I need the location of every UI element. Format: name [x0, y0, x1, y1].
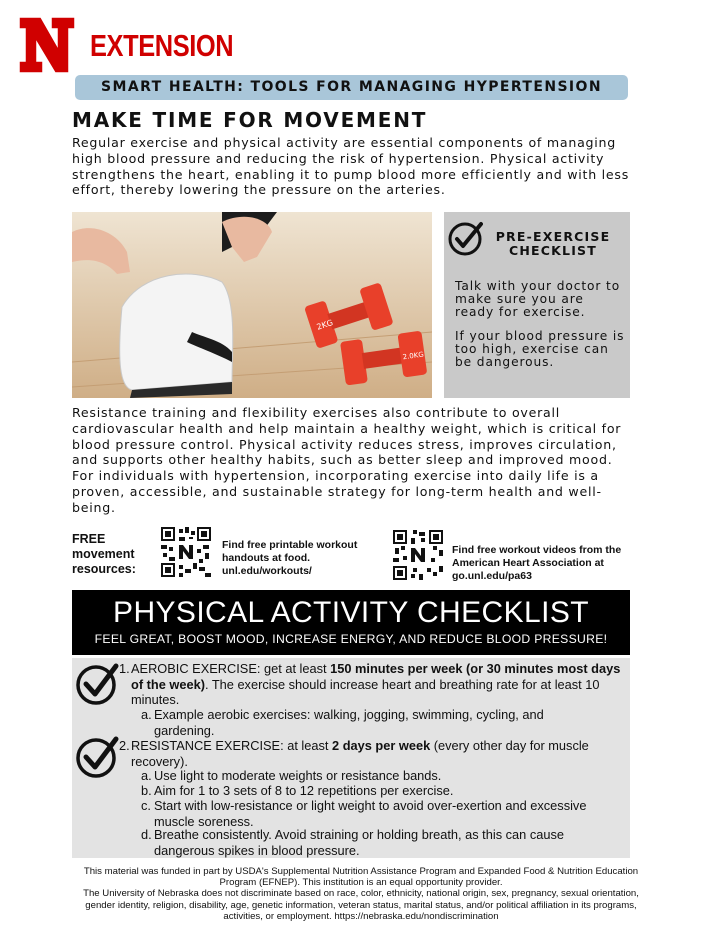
pre-exercise-title-line2: CHECKLIST [509, 243, 597, 258]
aerobic-bold: 150 minutes per week (or 30 minutes most days of the week) [131, 661, 621, 692]
activity-checklist-header [72, 590, 630, 655]
sub-letter: a. [141, 768, 152, 783]
exercise-photo [72, 212, 432, 398]
intro-paragraph: Regular exercise and physical activity are essential components of managing high blood pressure and reducing the risk of hypertension. Physical activity strengthens the heart, enabling it to pump blood more efficiently and with less effort, thereby lowering the pressure on the arteries. [72, 135, 630, 198]
pre-exercise-title [488, 230, 618, 258]
resource-workout-videos: Find free workout videos from the American Heart Association at go.unl.edu/pa63 [452, 544, 622, 582]
footer-funding: This material was funded in part by USDA's Supplemental Nutrition Assistance Program and Expanded Food & Nutrition Education Program (EFNEP). This institution is an equal opportunity provider. [83, 866, 639, 889]
footer-nondiscrimination: The University of Nebraska does not discriminate based on race, color, ethnicity, national origin, sex, pregnancy, sexual orientation, gender identity, religion, disability, age, genetic information, veteran status, marital status, and/or political affiliation in its programs, activities, or employment. https://nebraska.edu/nondiscrimination [83, 888, 639, 922]
aerobic-examples [154, 707, 594, 738]
sub-letter: c. [141, 798, 151, 813]
activity-checklist-title: PHYSICAL ACTIVITY CHECKLIST [113, 596, 589, 629]
aerobic-tail: . The exercise should increase heart and breathing rate for at least 10 minutes. [131, 676, 600, 707]
resistance-sub-c: Start with low-resistance or light weight to avoid over-exertion and excessive muscle soreness. [154, 798, 587, 829]
pre-exercise-text-1: Talk with your doctor to make sure you are ready for exercise. [455, 279, 621, 319]
sub-letter: b. [141, 783, 152, 798]
sub-letter: d. [141, 827, 152, 842]
photo-illustration [72, 212, 432, 398]
resource-workout-handouts: Find free printable workout handouts at food. unl.edu/workouts/ [222, 539, 358, 577]
item-number-1: 1. [119, 661, 130, 676]
qr-code-workouts[interactable] [161, 527, 211, 577]
series-banner: SMART HEALTH: TOOLS FOR MANAGING HYPERTENSION [75, 75, 628, 100]
nebraska-n-logo [17, 15, 77, 75]
item-number-2: 2. [119, 738, 130, 753]
footer [70, 866, 652, 922]
checkmark-icon [74, 733, 120, 779]
resistance-sub-b: Aim for 1 to 3 sets of 8 to 12 repetitions per exercise. [154, 783, 454, 798]
brand-wordmark: EXTENSION [90, 28, 234, 63]
resistance-sub-d: Breathe consistently. Avoid straining or holding breath, as this can cause dangerous spikes in blood pressure. [154, 827, 564, 858]
checklist-item-resistance [131, 738, 621, 769]
resistance-sub-a: Use light to moderate weights or resistance bands. [154, 768, 442, 783]
activity-checklist-subtitle: FEEL GREAT, BOOST MOOD, INCREASE ENERGY, AND REDUCE BLOOD PRESSURE! [94, 632, 608, 646]
dumbbell-label-2: 2.0KG [402, 350, 425, 362]
aerobic-lead: AEROBIC EXERCISE: get at least [131, 661, 331, 676]
free-resources-label [72, 532, 136, 577]
free-label-line2: movement [72, 547, 135, 561]
qr-code-videos[interactable] [393, 530, 443, 580]
pre-exercise-title-line1: PRE-EXERCISE [495, 229, 611, 244]
free-label-line3: resources: [72, 562, 136, 576]
resistance-lead: RESISTANCE EXERCISE: at least [131, 738, 333, 753]
resistance-bold: 2 days per week [332, 738, 431, 753]
aerobic-examples-text: Example aerobic exercises: walking, jogging, swimming, cycling, and gardening. [154, 707, 544, 738]
body-paragraph: Resistance training and flexibility exercises also contribute to overall cardiovascular health and help maintain a healthy weight, which is critical for blood pressure control. Physical activity reduces stress, improves circulation, and supports other healthy habits, such as better sleep and improved mood. For individuals with hypertension, incorporating exercise into daily life is a proven, accessible, and sustainable strategy for long-term health and well-being. [72, 405, 622, 515]
checklist-item-aerobic [131, 661, 621, 708]
checkmark-icon [74, 660, 120, 706]
check-circle-icon [447, 220, 483, 256]
pre-exercise-text-2: If your blood pressure is too high, exercise can be dangerous. [455, 329, 625, 369]
sub-letter: a. [141, 707, 152, 722]
resistance-tail: (every other day for muscle recovery). [131, 738, 589, 769]
section-title: MAKE TIME FOR MOVEMENT [72, 108, 428, 132]
dumbbell-label-1: 2KG [315, 318, 335, 332]
free-label-line1: FREE [72, 532, 106, 546]
